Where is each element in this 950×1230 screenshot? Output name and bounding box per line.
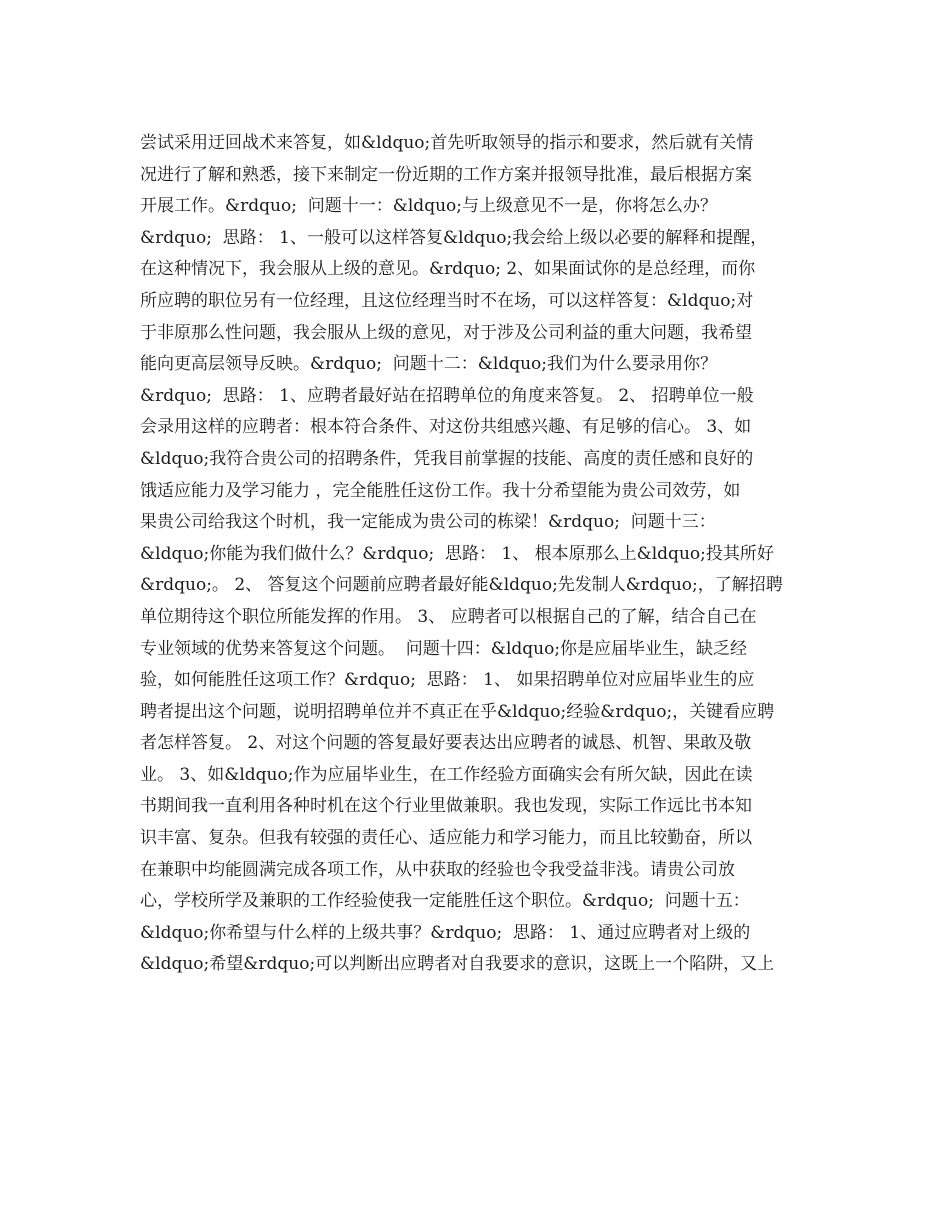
text-line: &ldquo;我符合贵公司的招聘条件，凭我目前掌握的技能、高度的责任感和良好的 (140, 448, 754, 469)
text-line: 心，学校所学及兼职的工作经验使我一定能胜任这个职位。&rdquo; 问题十五： (140, 891, 750, 912)
text-line: &rdquo; 思路： 1、应聘者最好站在招聘单位的角度来答复。 2、 招聘单位一般 (140, 385, 754, 406)
body-text (140, 128, 820, 981)
text-line: 验，如何能胜任这项工作？&rdquo; 思路： 1、 如果招聘单位对应届毕业生的应 (140, 670, 755, 691)
text-line: 饿适应能力及学习能力 ，完全能胜任这份工作。我十分希望能为贵公司效劳，如 (140, 480, 741, 501)
text-line: 开展工作。&rdquo; 问题十一：&ldquo;与上级意见不一是，你将怎么办？ (140, 196, 717, 217)
text-line: 所应聘的职位另有一位经理，且这位经理当时不在场，可以这样答复：&ldquo;对 (140, 290, 754, 311)
text-line: 聘者提出这个问题，说明招聘单位并不真正在乎&ldquo;经验&rdquo;，关键看应聘 (140, 701, 775, 722)
text-line: 于非原那么性问题，我会服从上级的意见，对于涉及公司利益的重大问题，我希望 (140, 322, 752, 343)
text-line: 者怎样答复。 2、对这个问题的答复最好要表达出应聘者的诚恳、机智、果敢及敬 (140, 733, 752, 754)
text-line: 果贵公司给我这个时机，我一定能成为贵公司的栋梁！&rdquo; 问题十三： (140, 512, 716, 533)
text-line: 况进行了解和熟悉，接下来制定一份近期的工作方案并报领导批准，最后根据方案 (140, 164, 752, 185)
text-line: &rdquo;。 2、 答复这个问题前应聘者最好能&ldquo;先发制人&rdquo;，了解招聘 (140, 575, 783, 596)
text-line: 会录用这样的应聘者：根本符合条件、对这份共组感兴趣、有足够的信心。 3、如 (140, 417, 752, 438)
text-line: 书期间我一直利用各种时机在这个行业里做兼职。我也发现，实际工作远比书本知 (140, 796, 752, 817)
text-line: &ldquo;你希望与什么样的上级共事？&rdquo; 思路： 1、通过应聘者对上级的 (140, 922, 751, 943)
text-line: 能向更高层领导反映。&rdquo; 问题十二：&ldquo;我们为什么要录用你？ (140, 354, 717, 375)
text-line: 单位期待这个职位所能发挥的作用。 3、 应聘者可以根据自己的了解，结合自己在 (140, 606, 757, 627)
text-line: 专业领域的优势来答复这个问题。 问题十四：&ldquo;你是应届毕业生，缺乏经 (140, 638, 748, 659)
text-line: &ldquo;希望&rdquo;可以判断出应聘者对自我要求的意识，这既上一个陷阱，又上 (140, 954, 775, 975)
text-line: 在这种情况下，我会服从上级的意见。&rdquo; 2、如果面试你的是总经理，而你 (140, 259, 756, 280)
text-line: 识丰富、复杂。但我有较强的责任心、适应能力和学习能力，而且比较勤奋，所以 (140, 828, 752, 849)
text-line: &rdquo; 思路： 1、一般可以这样答复&ldquo;我会给上级以必要的解释和提醒， (140, 227, 768, 248)
text-line: &ldquo;你能为我们做什么？&rdquo; 思路： 1、 根本原那么上&ldquo;投其所好 (140, 543, 774, 564)
text-line: 在兼职中均能圆满完成各项工作，从中获取的经验也令我受益非浅。请贵公司放 (140, 859, 735, 880)
text-line: 业。 3、如&ldquo;作为应届毕业生，在工作经验方面确实会有所欠缺，因此在读 (140, 764, 753, 785)
text-line: 尝试采用迂回战术来答复，如&ldquo;首先听取领导的指示和要求，然后就有关情 (140, 133, 754, 153)
